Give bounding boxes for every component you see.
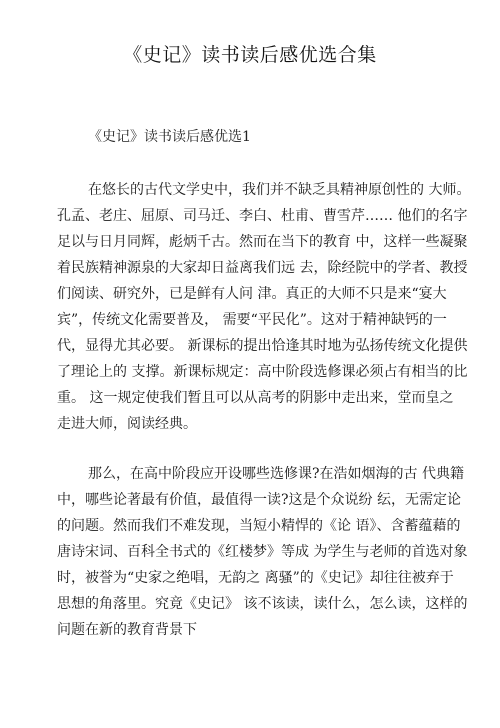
paragraph-line: 重。 这一规定使我们暂且可以从高考的阴影中走出来，堂而皇之	[57, 390, 454, 406]
page-title: 《史记》读书读后感优选合集	[123, 44, 377, 66]
paragraph-line: 孔孟、老庄、屈原、司马迁、李白、杜甫、曹雪芹…… 他们的名字	[57, 208, 468, 224]
paragraph-line: 代，显得尤其必要。 新课标的提出恰逢其时地为弘扬传统文化提供	[57, 338, 468, 354]
paragraph-line: 那么，在高中阶段应开设哪些选修课?在浩如烟海的古 代典籍	[88, 466, 464, 482]
paragraph-line: 中，哪些论著最有价值，最值得一读?这是个众说纷 纭，无需定论	[57, 492, 461, 508]
section-heading: 《史记》读书读后感优选1	[88, 129, 251, 145]
paragraph-line: 问题在新的教育背景下	[57, 622, 197, 638]
paragraph-line: 着民族精神源泉的大家却日益离我们远 去，除经院中的学者、教授	[57, 260, 468, 276]
paragraph-line: 了理论上的 支撑。新课标规定：高中阶段选修课必须占有相当的比	[57, 364, 468, 380]
paragraph-line: 的问题。然而我们不难发现，当短小精悍的《论 语》、含蓄蕴藉的	[57, 518, 461, 534]
paragraph-line: 在悠长的古代文学史中，我们并不缺乏具精神原创性的 大师。	[88, 182, 471, 198]
paragraph-line: 们阅读、研究外，已是鲜有人问 津。真正的大师不只是来“宴大	[57, 286, 447, 302]
paragraph-line: 走进大师，阅读经典。	[57, 416, 197, 432]
paragraph-line: 宾”，传统文化需要普及， 需要“平民化”。这对于精神缺钙的一	[57, 312, 447, 328]
paragraph-line: 足以与日月同辉，彪炳千古。然而在当下的教育 中，这样一些凝聚	[57, 234, 468, 250]
paragraph-line: 时，被誉为“史家之绝唱，无韵之 离骚”的《史记》却往往被弃于	[57, 570, 454, 586]
paragraph-line: 唐诗宋词、百科全书式的《红楼梦》等成 为学生与老师的首选对象	[57, 544, 468, 560]
paragraph-line: 思想的角落里。究竟《史记》 该不该读，读什么，怎么读，这样的	[57, 596, 468, 612]
